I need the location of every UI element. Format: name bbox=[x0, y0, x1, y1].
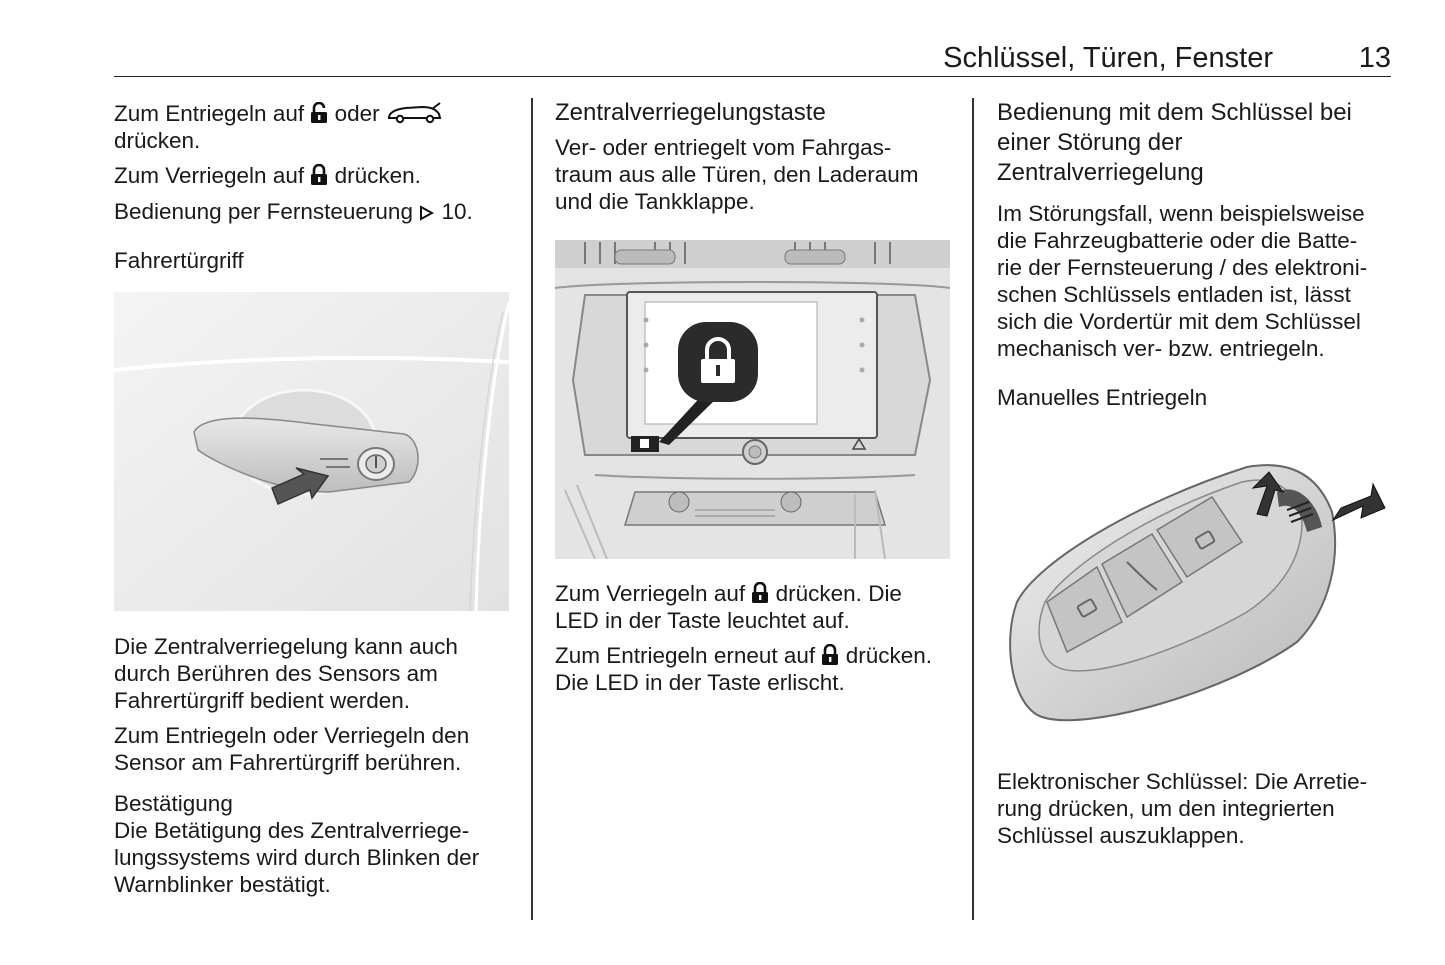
section-title: Schlüssel, Türen, Fenster bbox=[943, 42, 1273, 74]
heading-door-handle: Fahrertürgriff bbox=[114, 248, 244, 273]
page-header bbox=[114, 40, 1391, 77]
heading-central-locking-button: Zentralverriegelungstaste bbox=[555, 99, 826, 126]
column-divider-1 bbox=[531, 98, 533, 920]
electronic-key-figure bbox=[997, 452, 1392, 724]
unlock-instruction: Zum Entriegeln auf oder drücken. bbox=[114, 100, 514, 154]
remote-reference: Bedienung per Fernsteuerung 10. bbox=[114, 199, 473, 224]
page-number: 13 bbox=[1358, 42, 1391, 74]
dashboard-figure bbox=[555, 240, 950, 559]
sensor-description: Die Zentralverriegelung kann auch durch Berühren des Sensors am Fahrertürgriff bedient werden. bbox=[114, 634, 458, 713]
door-handle-figure bbox=[114, 292, 509, 611]
arrow-reference-icon bbox=[419, 204, 435, 222]
column-left-lower bbox=[114, 633, 514, 898]
column-middle bbox=[555, 98, 955, 215]
failure-description: Im Störungsfall, wenn beispielsweise die Fahrzeugbatterie oder die Batte- rie der Fernsteuerung / des elektroni- schen Schlüssels entladen ist, lässt sich die Vordertür mit dem Schlüssel mechanisch ver- bzw. entriegeln. bbox=[997, 201, 1368, 361]
lock-instruction: Zum Verriegeln auf drücken. bbox=[114, 163, 421, 188]
sensor-instruction: Zum Entriegeln oder Verriegeln den Sensor am Fahrertürgriff berühren. bbox=[114, 723, 470, 775]
lock-led-instruction: Zum Verriegeln auf drücken. Die LED in der Taste leuchtet auf. bbox=[555, 581, 902, 633]
unlock-led-instruction: Zum Entriegeln erneut auf drücken. Die LED in der Taste erlischt. bbox=[555, 643, 932, 695]
lock-icon bbox=[751, 582, 769, 604]
column-left bbox=[114, 98, 514, 274]
lock-icon bbox=[821, 644, 839, 666]
lock-icon bbox=[310, 164, 328, 186]
key-release-instruction: Elektronischer Schlüssel: Die Arretie- rung drücken, um den integrierten Schlüssel auszuklappen. bbox=[997, 769, 1368, 848]
central-locking-description: Ver- oder entriegelt vom Fahrgas- traum aus alle Türen, den Laderaum und die Tankklappe. bbox=[555, 135, 919, 214]
confirmation-text: Die Betätigung des Zentralverriege- lungssystems wird durch Blinken der Warnblinker bestätigt. bbox=[114, 818, 480, 897]
column-right-lower bbox=[997, 768, 1397, 849]
heading-confirmation: Bestätigung bbox=[114, 791, 233, 816]
car-tailgate-icon bbox=[386, 100, 444, 124]
column-right bbox=[997, 98, 1397, 411]
column-middle-lower bbox=[555, 580, 955, 696]
heading-manual-unlock: Manuelles Entriegeln bbox=[997, 385, 1208, 410]
heading-key-failure: Bedienung mit dem Schlüssel bei einer Störung der Zentralverriegelung bbox=[997, 99, 1352, 186]
column-divider-2 bbox=[972, 98, 974, 920]
unlock-icon bbox=[310, 102, 328, 124]
